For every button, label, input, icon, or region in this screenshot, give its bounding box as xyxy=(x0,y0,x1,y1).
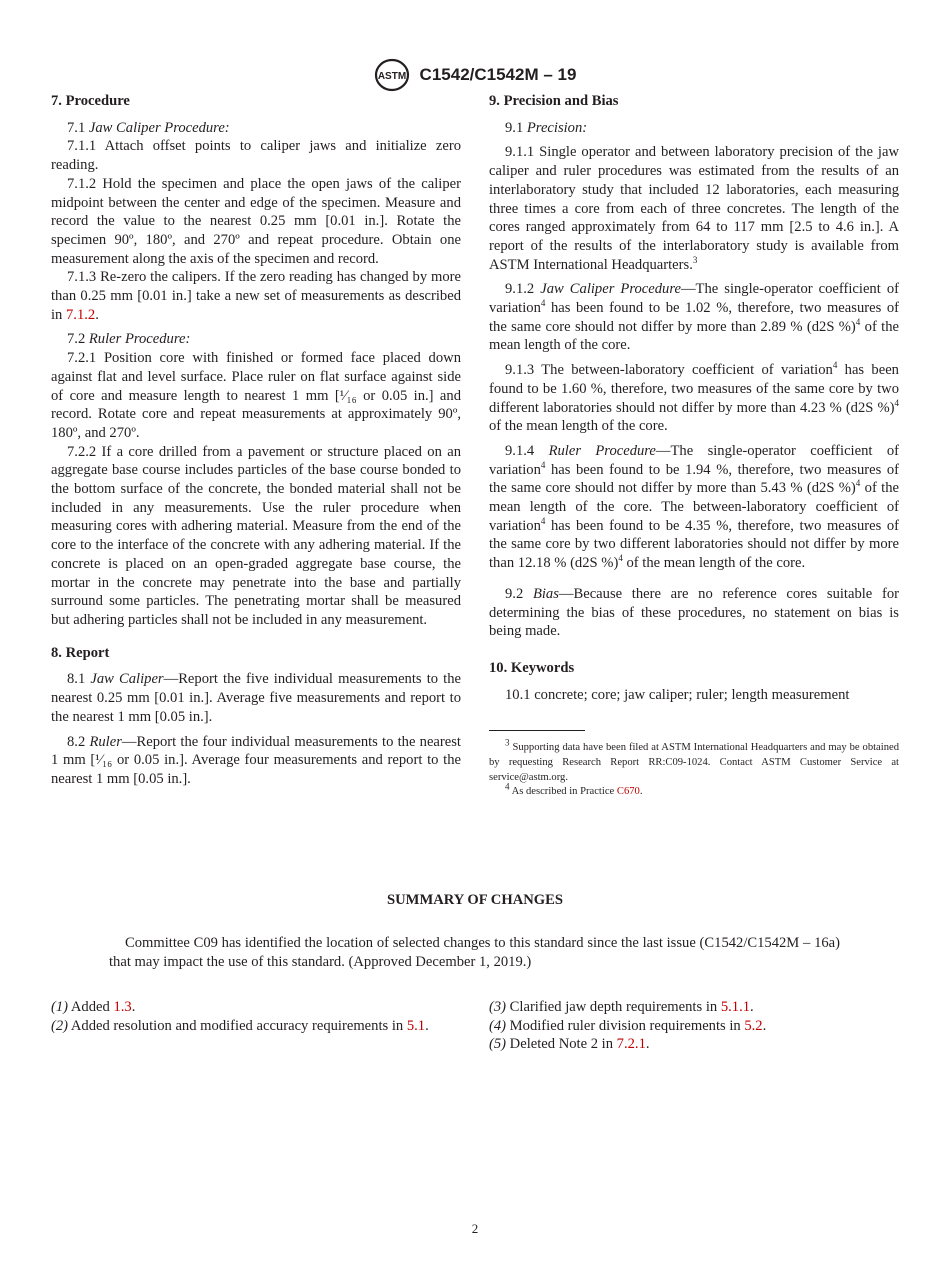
footnote-4: $^4$ As described in Practice C670. xyxy=(505,781,643,798)
link-7-1-2[interactable]: 7.1.2 xyxy=(66,306,96,323)
right-column xyxy=(489,92,899,800)
para-9-1-2: 9.1.2 Jaw Caliper Procedure—The single-operator coefficient of variation$^4$ has been found to be 1.02 %, therefore, two measures of the same core should not differ by more than 2.89 % (d2S %)$^4$ of the mean length of the core. xyxy=(489,281,899,354)
footnote-3: $^3$ Supporting data have been filed at ASTM International Headquarters and may be obtained by requesting Research Report RR:C09-1024. Contact ASTM Customer Service at service@astm.org. xyxy=(489,737,899,783)
change-item: (1) Added 1.3. xyxy=(51,999,136,1015)
para-8-1: 8.1 Jaw Caliper—Report the five individual measurements to the nearest 0.25 mm [0.01 in.]. Average five measurements and report to the nearest 1 mm [0.05 in.]. xyxy=(51,671,462,725)
change-link[interactable]: 5.1 xyxy=(406,1017,426,1034)
change-link[interactable]: 5.1.1 xyxy=(720,999,751,1015)
change-item: (2) Added resolution and modified accuracy requirements in 5.1. xyxy=(51,1017,429,1034)
change-item: (4) Modified ruler division requirements in 5.2. xyxy=(489,1017,767,1034)
para-7-2-2: 7.2.2 If a core drilled from a pavement or structure placed on an aggregate base course includes particles of the base course bonded to the bottom surface of the concrete, the bonded material shall not be included in any measurements. Use the ruler procedure when measuring cores with adhering material. Measure from the end of the core to the interface of the concrete with any adhering material. If the concrete is placed on an open-graded aggregate base course, the mortar in the concrete may penetrate into the base and partially surround some particles. The penetrating mortar shall be measured but adhering particles shall not be included in any measurement. xyxy=(51,443,461,628)
para-8-2: 8.2 Ruler—Report the four individual measurements to the nearest 1 mm [¹⁄₁₆ or 0.05 in.]. Average four measurements and report to the nearest 1 mm [0.05 in.]. xyxy=(51,733,461,787)
para-7-1-2: 7.1.2 Hold the specimen and place the open jaws of the caliper midpoint between the center and edge of the specimen. Measure and record the value to the nearest 0.25 mm [0.01 in.]. Rotate the specimen 90º, 180º, and 270º and repeat procedure. Obtain one measurement along the axis of the specimen and record. xyxy=(51,175,461,267)
astm-logo-icon xyxy=(374,58,410,92)
change-item: (3) Clarified jaw depth requirements in 5.1.1. xyxy=(489,999,754,1015)
para-9-1-1: 9.1.1 Single operator and between laboratory precision of the jaw caliper and ruler procedures was estimated from the results of an interlaboratory study that included 12 laboratories, each measuring three times a core from each of three concretes. The length of the cores ranged approximately from 64 to 117 mm [2.5 to 4.6 in.]. A report of the results of the interlaboratory study is available from ASTM International Headquarters.$^3$ xyxy=(489,144,899,273)
change-link[interactable]: 5.2 xyxy=(744,1017,763,1034)
document-designation: C1542/C1542M – 19 xyxy=(419,65,577,84)
para-9-1-4: 9.1.4 Ruler Procedure—The single-operator coefficient of variation$^4$ has been found to be 1.94 %, therefore, two measures of the same core should not differ by more than 5.43 % (d2S %)$^4$ of the mean length of the core. The between-laboratory coefficient of variation$^4$ has been found to be 4.35 %, therefore, two measures of the same core by two different laboratories should not differ by more than 12.18 % (d2S %)$^4$ of the mean length of the core. xyxy=(489,442,899,572)
para-7-2: 7.2 Ruler Procedure: xyxy=(67,331,191,348)
change-link[interactable]: 1.3 xyxy=(113,999,132,1015)
page-number: 2 xyxy=(471,1221,479,1236)
para-10-1: 10.1 concrete; core; jaw caliper; ruler; length measurement xyxy=(505,686,850,703)
changes-left-column xyxy=(51,998,461,1035)
section-10-heading: 10. Keywords xyxy=(489,659,575,676)
page-header xyxy=(0,58,950,92)
changes-right-column xyxy=(489,998,899,1054)
link-c670[interactable]: C670 xyxy=(616,786,640,798)
section-9-heading: 9. Precision and Bias xyxy=(489,93,619,109)
summary-text: Committee C09 has identified the location of selected changes to this standard since the last issue (C1542/C1542M – 16a) that may impact the use of this standard. (Approved December 1, 2019.) xyxy=(109,935,840,970)
para-7-1: 7.1 Jaw Caliper Procedure: xyxy=(67,119,230,136)
para-7-2-1: 7.2.1 Position core with finished or formed face placed down against flat and level surface. Place ruler on flat surface against side of core and measure length to nearest 1 mm [¹⁄₁₆ or 0.05 in.] and record. Rotate core and repeat measurements at approximately 90º, 180º, and 270º. xyxy=(51,350,461,441)
svg-text:ASTM: ASTM xyxy=(377,71,406,82)
section-7-heading: 7. Procedure xyxy=(51,93,130,109)
para-9-2: 9.2 Bias—Because there are no reference cores suitable for determining the bias of these procedures, no statement on bias is being made. xyxy=(489,585,899,640)
summary-title: SUMMARY OF CHANGES xyxy=(387,892,563,908)
change-item: (5) Deleted Note 2 in 7.2.1. xyxy=(489,1036,650,1053)
para-9-1: 9.1 Precision: xyxy=(505,119,588,136)
para-9-1-3: 9.1.3 The between-laboratory coefficient of variation$^4$ has been found to be 1.60 %, therefore, two measures of the same core by two different laboratories should not differ by more than 4.23 % (d2S %)$^4$ of the mean length of the core. xyxy=(489,360,899,435)
section-8-heading: 8. Report xyxy=(51,644,110,661)
left-column xyxy=(51,92,461,789)
para-7-1-3: 7.1.3 Re-zero the calipers. If the zero reading has changed by more than 0.25 mm [0.01 in.] take a new set of measurements as described in 7.1.2. xyxy=(51,269,461,323)
footnote-divider xyxy=(489,730,585,731)
para-7-1-1: 7.1.1 Attach offset points to caliper jaws and initialize zero reading. xyxy=(51,138,461,174)
change-link[interactable]: 7.2.1 xyxy=(616,1036,646,1053)
